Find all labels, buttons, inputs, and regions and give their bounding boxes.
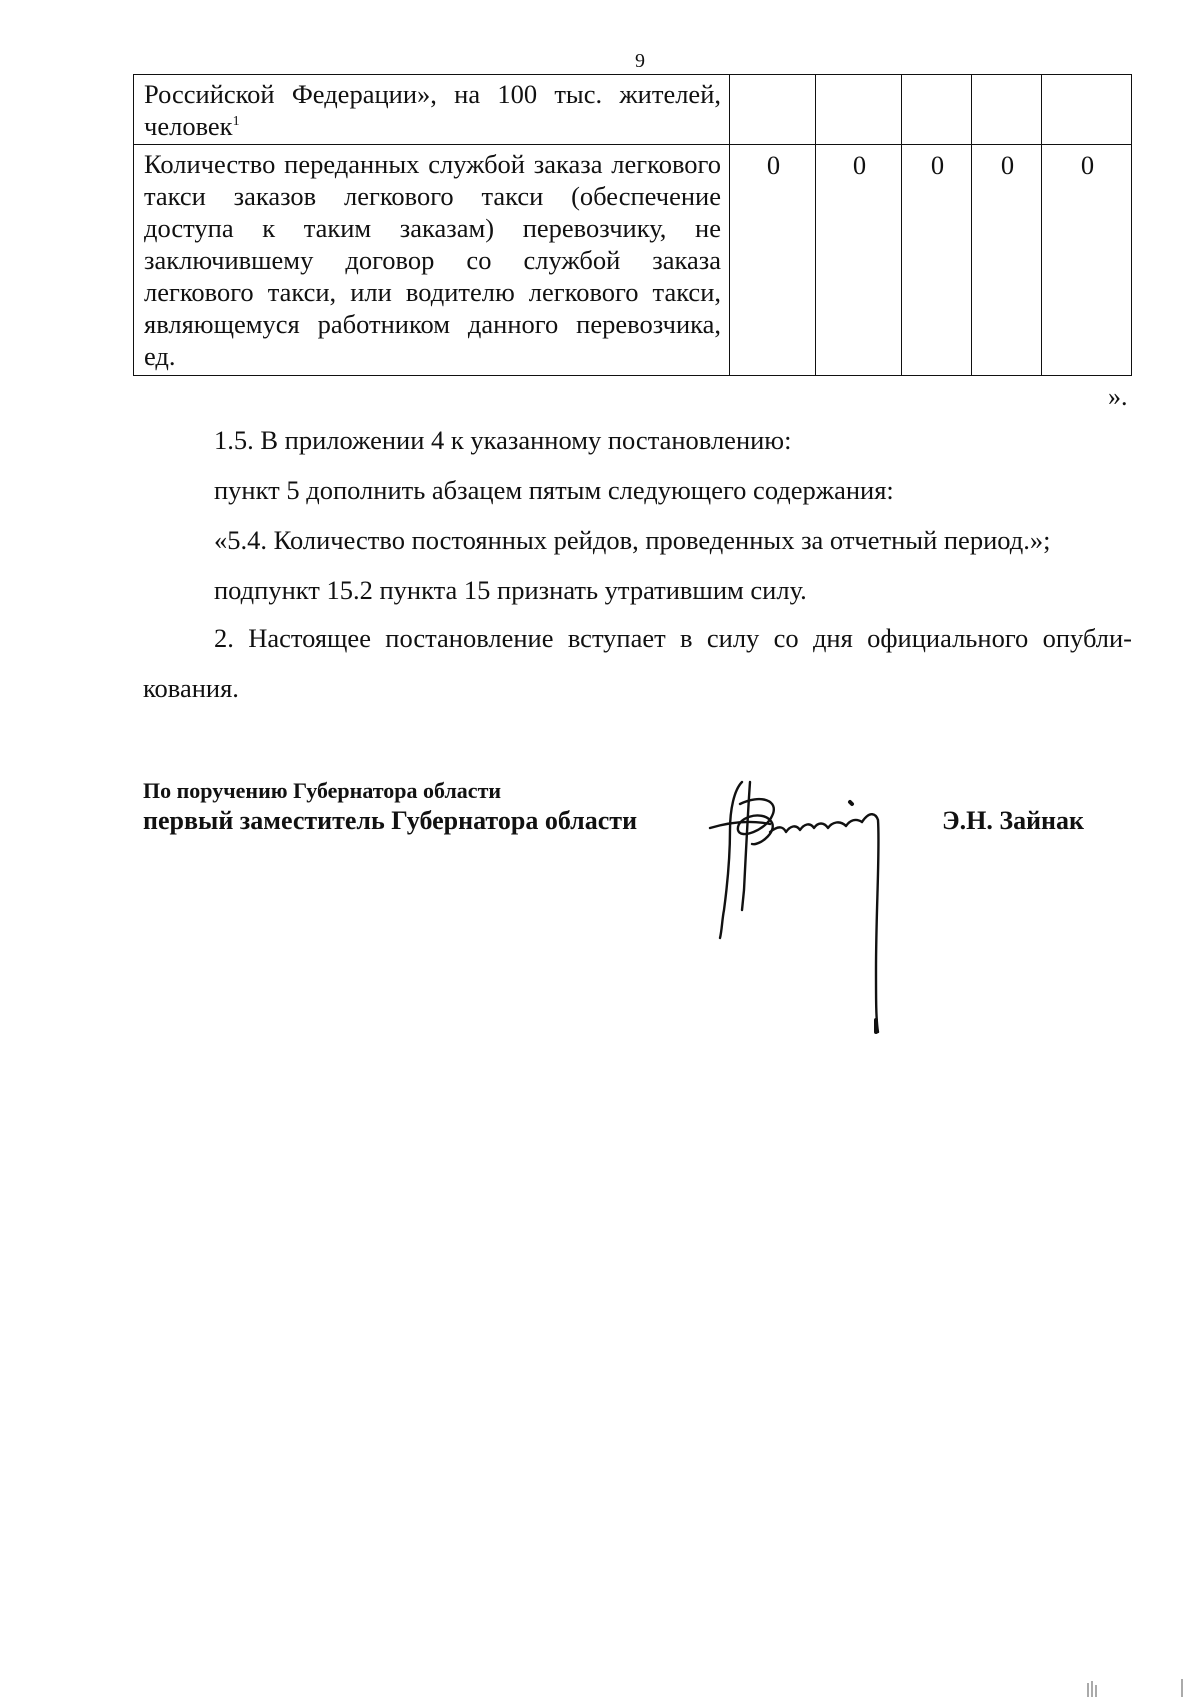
closing-quote: ». bbox=[1108, 382, 1128, 411]
paragraph-5-4: «5.4. Количество постоянных рейдов, проведенных за отчетный период.»; bbox=[214, 525, 1051, 555]
handwritten-signature bbox=[700, 770, 930, 1040]
table-cell-label bbox=[134, 75, 730, 145]
table-cell-value: 0 bbox=[972, 145, 1042, 376]
table-cell-label: Количество переданных службой заказа легкового такси заказов легкового такси (обеспечение доступа к таким заказам) перевозчику, не заключившему договор со службой заказа легкового такси, или водителю легкового такси, являющемуся работником данного перевозчика, ед. bbox=[134, 145, 730, 376]
table-cell-value: 0 bbox=[1042, 145, 1132, 376]
footnote-marker: 1 bbox=[232, 114, 240, 130]
table-cell-value bbox=[1042, 75, 1132, 145]
signature-position-line: первый заместитель Губернатора области bbox=[143, 806, 638, 835]
table-cell-value bbox=[902, 75, 972, 145]
paragraph-1-5: 1.5. В приложении 4 к указанному постановлению: bbox=[214, 425, 792, 455]
page-number: 9 bbox=[635, 50, 645, 72]
indicator-table bbox=[133, 74, 1132, 376]
table-cell-value bbox=[972, 75, 1042, 145]
signature-authority-line: По поручению Губернатора области bbox=[143, 778, 502, 803]
table-cell-value: 0 bbox=[730, 145, 816, 376]
table-cell-value bbox=[730, 75, 816, 145]
table-row bbox=[134, 75, 1132, 145]
table-cell-value bbox=[816, 75, 902, 145]
paragraph-amend-point-5: пункт 5 дополнить абзацем пятым следующего содержания: bbox=[214, 475, 894, 505]
table-cell-value: 0 bbox=[816, 145, 902, 376]
table-row bbox=[134, 145, 1132, 376]
paragraph-effective-date-cont: кования. bbox=[143, 673, 239, 703]
signatory-name: Э.Н. Зайнак bbox=[942, 806, 1085, 835]
paragraph-subpoint-15-2: подпункт 15.2 пункта 15 признать утратившим силу. bbox=[214, 575, 807, 605]
table-cell-value: 0 bbox=[902, 145, 972, 376]
row-label-text: Российской Федерации», на 100 тыс. жителей, человек bbox=[144, 79, 721, 141]
scan-edge-marks bbox=[1070, 1675, 1190, 1697]
paragraph-effective-date: 2. Настоящее постановление вступает в силу со дня официального опубли- bbox=[214, 623, 1132, 653]
